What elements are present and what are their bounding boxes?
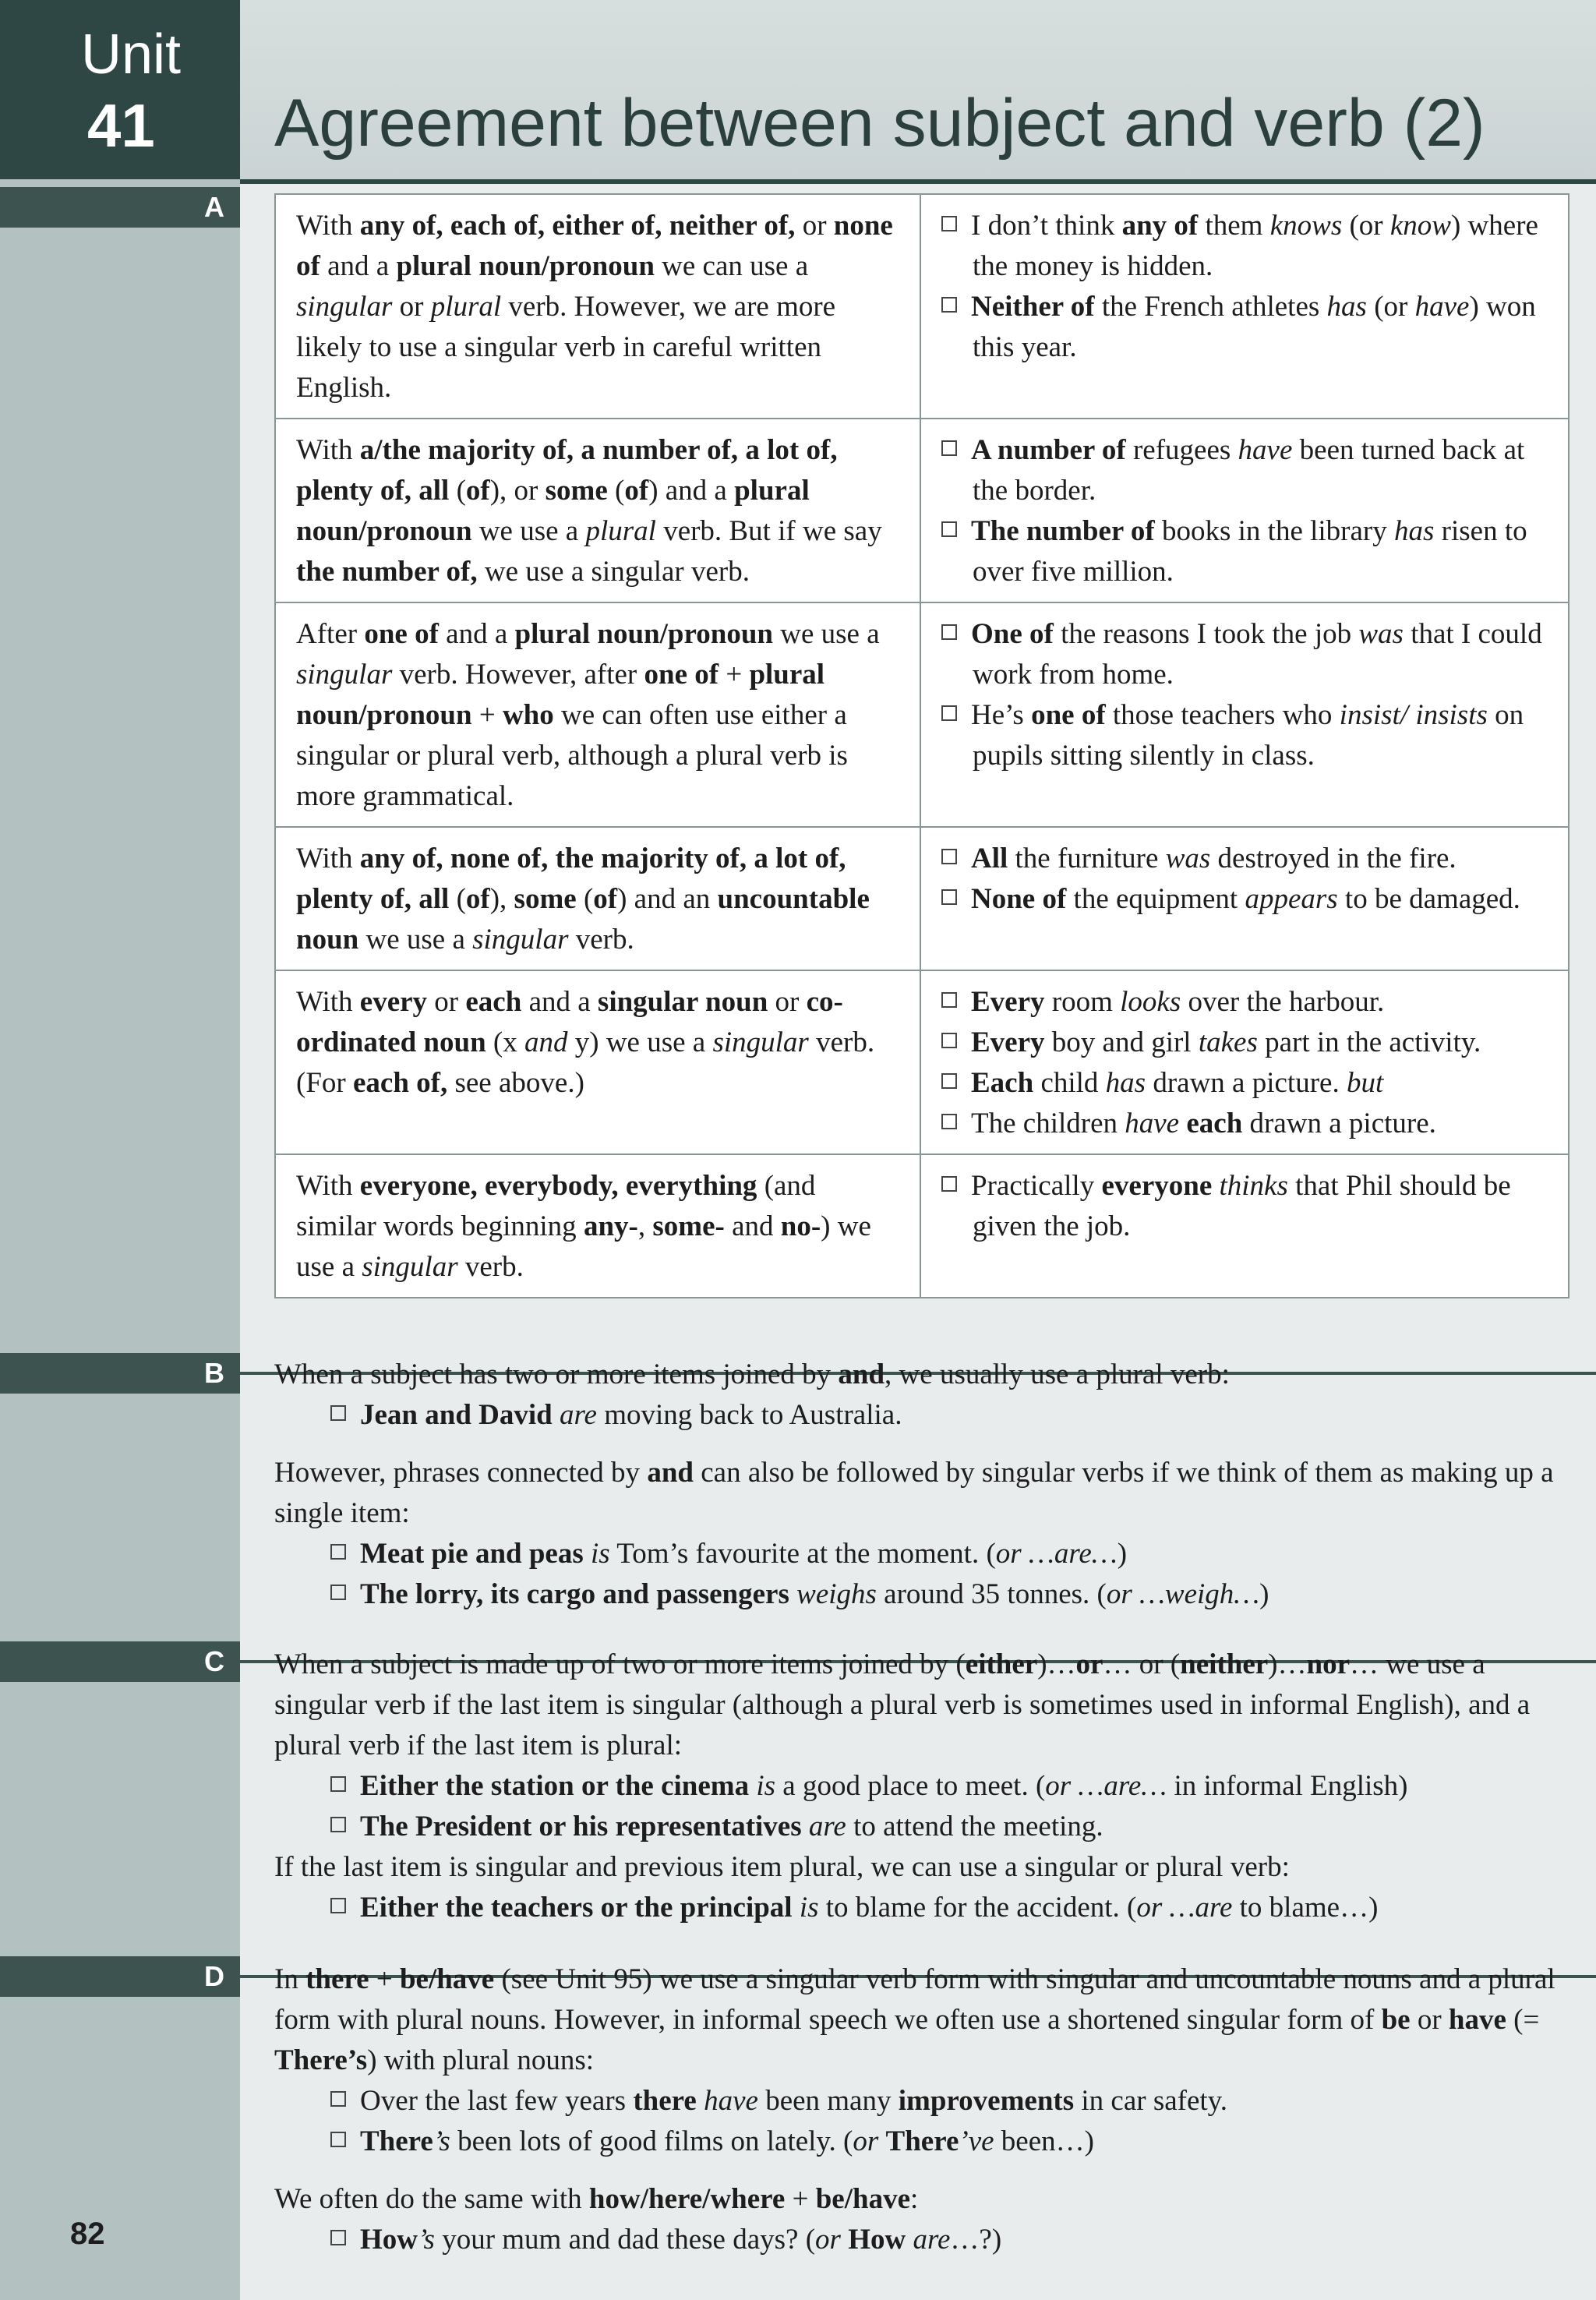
- section-d-body: [274, 1959, 1576, 2260]
- example-item: [941, 1023, 1549, 1063]
- examples-cell: [920, 970, 1569, 1154]
- example-text: Practically everyone thinks that Phil should be given the job.: [971, 1170, 1511, 1242]
- rules-table: [274, 193, 1570, 1298]
- example-text: Every room looks over the harbour.: [971, 986, 1385, 1018]
- example-item: [274, 1574, 1576, 1615]
- example-text: How’s your mum and dad these days? (or How are…?): [360, 2224, 1002, 2256]
- page-number: 82: [70, 2217, 105, 2251]
- example-text: Either the teachers or the principal is to blame for the accident. (or …are to blame…): [360, 1892, 1379, 1924]
- table-row: [275, 419, 1569, 602]
- section-tab-c: C: [0, 1641, 240, 1682]
- example-item: [941, 511, 1549, 592]
- example-text: Each child has drawn a picture. but: [971, 1067, 1384, 1099]
- checkbox-bullet-icon: [941, 849, 957, 864]
- rule-cell: With everyone, everybody, everything (and similar words beginning any-, some- and no-) we use a singular verb.: [275, 1154, 920, 1298]
- example-text: Jean and David are moving back to Australia.: [360, 1399, 902, 1431]
- checkbox-bullet-icon: [330, 1776, 346, 1792]
- example-text: None of the equipment appears to be damaged.: [971, 883, 1520, 915]
- example-text: There’s been lots of good films on lately. (or There’ve been…): [360, 2125, 1094, 2157]
- example-text: The children have each drawn a picture.: [971, 1108, 1436, 1139]
- rule-cell: With every or each and a singular noun or co-ordinated noun (x and y) we use a singular verb. (For each of, see above.): [275, 970, 920, 1154]
- table-row: [275, 194, 1569, 419]
- examples-cell: [920, 602, 1569, 827]
- checkbox-bullet-icon: [330, 1817, 346, 1832]
- paragraph: In there + be/have (see Unit 95) we use a singular verb form with singular and uncountable nouns and a plural form with plural nouns. However, in informal speech we often use a shortened singular form of be or have (= There’s) with plural nouns:: [274, 1963, 1555, 2076]
- example-item: [274, 2122, 1576, 2162]
- example-text: Either the station or the cinema is a good place to meet. (or …are… in informal English): [360, 1770, 1408, 1802]
- checkbox-bullet-icon: [941, 889, 957, 905]
- example-item: [941, 614, 1549, 695]
- example-item: [941, 430, 1549, 511]
- example-text: The President or his representatives are to attend the meeting.: [360, 1811, 1103, 1842]
- checkbox-bullet-icon: [941, 440, 957, 456]
- example-item: [941, 982, 1549, 1023]
- section-c-body: [274, 1645, 1576, 1928]
- example-item: [274, 2220, 1576, 2260]
- checkbox-bullet-icon: [330, 1898, 346, 1913]
- paragraph: We often do the same with how/here/where + be/have:: [274, 2183, 919, 2215]
- examples-cell: [920, 1154, 1569, 1298]
- checkbox-bullet-icon: [941, 297, 957, 313]
- example-item: [941, 1104, 1549, 1144]
- section-tab-d: D: [0, 1956, 240, 1997]
- section-b-body: [274, 1355, 1576, 1615]
- checkbox-bullet-icon: [941, 705, 957, 721]
- checkbox-bullet-icon: [330, 2132, 346, 2147]
- example-text: The lorry, its cargo and passengers weighs around 35 tonnes. (or …weigh…): [360, 1578, 1269, 1610]
- example-item: [274, 2081, 1576, 2122]
- example-text: All the furniture was destroyed in the fire.: [971, 843, 1457, 874]
- checkbox-bullet-icon: [330, 2230, 346, 2245]
- example-item: [941, 287, 1549, 368]
- checkbox-bullet-icon: [941, 992, 957, 1008]
- example-item: [941, 695, 1549, 776]
- example-text: Meat pie and peas is Tom’s favourite at the moment. (or …are…): [360, 1538, 1128, 1570]
- paragraph: However, phrases connected by and can also be followed by singular verbs if we think of them as making up a single item:: [274, 1457, 1554, 1529]
- checkbox-bullet-icon: [941, 1114, 957, 1129]
- example-text: The number of books in the library has risen to over five million.: [971, 515, 1527, 588]
- example-text: One of the reasons I took the job was that I could work from home.: [971, 618, 1542, 691]
- example-text: Over the last few years there have been many improvements in car safety.: [360, 2085, 1228, 2117]
- examples-cell: [920, 827, 1569, 970]
- page-title: Agreement between subject and verb (2): [274, 86, 1485, 161]
- example-text: Neither of the French athletes has (or have) won this year.: [971, 291, 1536, 363]
- rule-cell: With a/the majority of, a number of, a lot of, plenty of, all (of), or some (of) and a plural noun/pronoun we use a plural verb. But if we say the number of, we use a singular verb.: [275, 419, 920, 602]
- checkbox-bullet-icon: [330, 1405, 346, 1421]
- example-item: [274, 1807, 1576, 1847]
- table-row: [275, 602, 1569, 827]
- unit-number: 41: [87, 91, 155, 160]
- left-margin-strip: [0, 0, 240, 2300]
- example-item: [941, 1063, 1549, 1104]
- example-item: [941, 839, 1549, 879]
- paragraph: If the last item is singular and previous item plural, we can use a singular or plural verb:: [274, 1851, 1290, 1883]
- paragraph: When a subject has two or more items joined by and, we usually use a plural verb:: [274, 1358, 1230, 1390]
- checkbox-bullet-icon: [941, 216, 957, 231]
- rule-cell: After one of and a plural noun/pronoun we use a singular verb. However, after one of + plural noun/pronoun + who we can often use either a singular or plural verb, although a plural verb is more grammatical.: [275, 602, 920, 827]
- checkbox-bullet-icon: [941, 1033, 957, 1048]
- example-item: [274, 1888, 1576, 1928]
- checkbox-bullet-icon: [941, 624, 957, 640]
- example-item: [941, 879, 1549, 920]
- checkbox-bullet-icon: [330, 2091, 346, 2107]
- example-text: He’s one of those teachers who insist/ insists on pupils sitting silently in class.: [971, 699, 1524, 772]
- example-item: [274, 1766, 1576, 1807]
- example-text: Every boy and girl takes part in the activity.: [971, 1026, 1481, 1058]
- checkbox-bullet-icon: [941, 1073, 957, 1089]
- example-text: I don’t think any of them knows (or know) where the money is hidden.: [971, 210, 1538, 282]
- example-item: [941, 1166, 1549, 1247]
- examples-cell: [920, 419, 1569, 602]
- rule-cell: With any of, none of, the majority of, a lot of, plenty of, all (of), some (of) and an uncountable noun we use a singular verb.: [275, 827, 920, 970]
- section-tab-a: A: [0, 187, 240, 228]
- section-tab-b: B: [0, 1353, 240, 1394]
- checkbox-bullet-icon: [941, 521, 957, 537]
- table-row: [275, 970, 1569, 1154]
- table-row: [275, 827, 1569, 970]
- unit-badge: [0, 0, 240, 179]
- paragraph: When a subject is made up of two or more items joined by (either)…or… or (neither)…nor… we use a singular verb if the last item is singular (although a plural verb is sometimes used in informal English), and a plural verb if the last item is plural:: [274, 1648, 1531, 1761]
- rule-cell: With any of, each of, either of, neither of, or none of and a plural noun/pronoun we can use a singular or plural verb. However, we are more likely to use a singular verb in careful written English.: [275, 194, 920, 419]
- checkbox-bullet-icon: [330, 1585, 346, 1600]
- unit-label: Unit: [81, 23, 182, 86]
- example-item: [941, 206, 1549, 287]
- examples-cell: [920, 194, 1569, 419]
- example-text: A number of refugees have been turned back at the border.: [971, 434, 1525, 507]
- checkbox-bullet-icon: [941, 1176, 957, 1192]
- example-item: [274, 1395, 1576, 1436]
- table-row: [275, 1154, 1569, 1298]
- checkbox-bullet-icon: [330, 1544, 346, 1560]
- rules-table-body: [275, 194, 1569, 1298]
- example-item: [274, 1534, 1576, 1574]
